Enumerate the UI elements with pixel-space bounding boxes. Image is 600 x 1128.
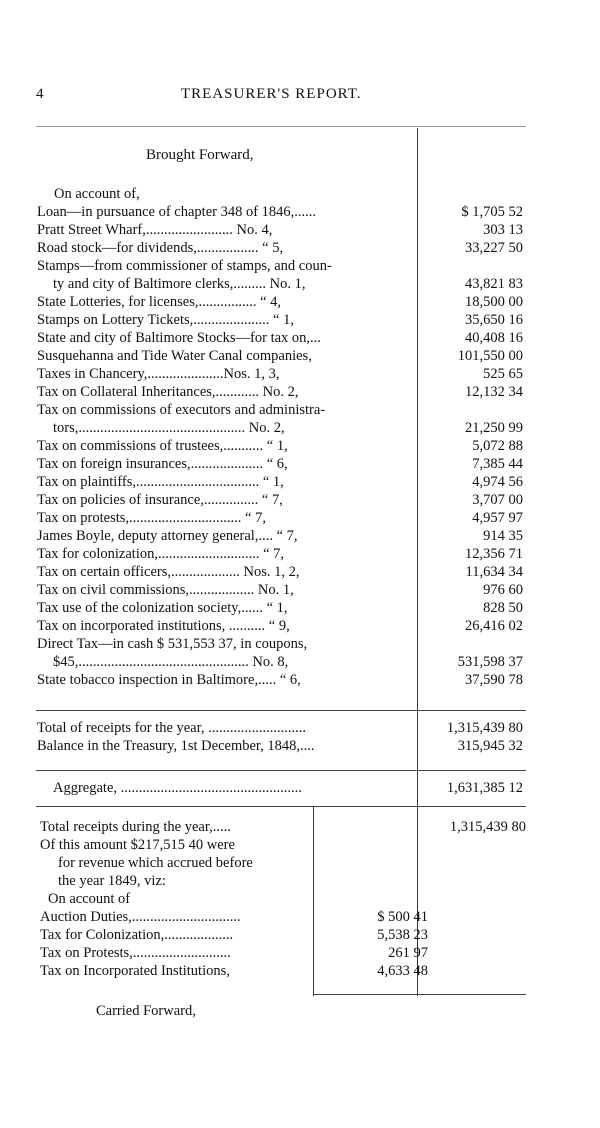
- row-amount: 43,821 83: [465, 276, 523, 292]
- row-label: Road stock—for dividends,................. “ 5,: [37, 240, 284, 256]
- row-label: Tax for colonization,............................ “ 7,: [37, 546, 285, 562]
- row-label: tors,.............................................. No. 2,: [53, 420, 285, 436]
- aggregate-top-rule: [36, 770, 526, 771]
- table-row: [37, 455, 525, 473]
- table-row: [37, 491, 525, 509]
- table-row: [37, 383, 525, 401]
- row-amount: 315,945 32: [457, 738, 523, 754]
- row-label: Auction Duties,..............................: [40, 909, 241, 925]
- row-label: Susquehanna and Tide Water Canal companies,: [37, 348, 312, 364]
- row-amount: 12,132 34: [465, 384, 523, 400]
- row-label: On account of: [48, 891, 131, 907]
- row-label: Tax on policies of insurance,............... “ 7,: [37, 492, 283, 508]
- row-amount: 1,315,439 80: [449, 819, 526, 835]
- table-row: [37, 473, 525, 491]
- table-row: [37, 437, 525, 455]
- row-label: Stamps—from commissioner of stamps, and coun-: [37, 258, 332, 274]
- row-label: Of this amount $217,515 40 were: [40, 837, 235, 853]
- row-label: Loan—in pursuance of chapter 348 of 1846,......: [37, 204, 317, 220]
- row-label: State tobacco inspection in Baltimore,..... “ 6,: [37, 672, 301, 688]
- aggregate-amount: 1,631,385 12: [446, 780, 523, 796]
- row-label: Total receipts during the year,.....: [40, 819, 231, 835]
- row-label: Tax on Protests,...........................: [40, 945, 231, 961]
- row-label: Taxes in Chancery,.....................Nos. 1, 3,: [37, 366, 280, 382]
- row-amount: 35,650 16: [465, 312, 523, 328]
- row-label: Balance in the Treasury, 1st December, 1848,....: [37, 738, 315, 754]
- row-label: Direct Tax—in cash $ 531,553 37, in coupons,: [37, 636, 308, 652]
- row-label: the year 1849, viz:: [58, 873, 166, 889]
- row-sub-amount: 5,538 23: [377, 927, 428, 943]
- table-row: [37, 635, 525, 653]
- table-row: [37, 581, 525, 599]
- row-sub-amount: 261 97: [388, 945, 428, 961]
- row-label: State and city of Baltimore Stocks—for tax on,...: [37, 330, 321, 346]
- row-label: Tax on incorporated institutions, .......... “ 9,: [37, 618, 290, 634]
- lower-total-rule: [313, 994, 526, 995]
- row-amount: 1,315,439 80: [446, 720, 523, 736]
- total-row: [37, 719, 525, 737]
- header-rule: [36, 126, 526, 127]
- row-amount: 101,550 00: [457, 348, 523, 364]
- row-amount: 4,974 56: [472, 474, 523, 490]
- row-amount: 303 13: [483, 222, 523, 238]
- row-sub-amount: 4,633 48: [377, 963, 428, 979]
- table-row: [37, 545, 525, 563]
- receipts-total-rule: [36, 710, 526, 711]
- row-amount: 40,408 16: [465, 330, 523, 346]
- page-number: 4: [36, 86, 45, 102]
- row-amount: $ 1,705 52: [461, 204, 523, 220]
- table-row: [37, 563, 525, 581]
- row-amount: 33,227 50: [465, 240, 523, 256]
- table-row: [37, 527, 525, 545]
- row-label: Tax on plaintiffs,.................................. “ 1,: [37, 474, 284, 490]
- page-title: TREASURER'S REPORT.: [181, 86, 362, 102]
- row-amount: 7,385 44: [472, 456, 523, 472]
- row-label: Tax use of the colonization society,...... “ 1,: [37, 600, 288, 616]
- on-account-of: On account of,: [54, 186, 140, 202]
- row-label: Total of receipts for the year, ...........................: [37, 720, 306, 736]
- row-amount: 5,072 88: [472, 438, 523, 454]
- table-row: [37, 311, 525, 329]
- table-row: [37, 293, 525, 311]
- row-label: Pratt Street Wharf,........................ No. 4,: [37, 222, 273, 238]
- row-amount: 828 50: [483, 600, 523, 616]
- row-amount: 4,957 97: [472, 510, 523, 526]
- row-label: Tax on commissions of executors and administra-: [37, 402, 326, 418]
- table-row: [37, 203, 525, 221]
- row-label: Tax on Collateral Inheritances,............ No. 2,: [37, 384, 299, 400]
- carried-forward: Carried Forward,: [96, 1003, 196, 1019]
- row-amount: 12,356 71: [465, 546, 523, 562]
- row-amount: 21,250 99: [465, 420, 523, 436]
- aggregate-row: [37, 779, 525, 797]
- table-row: [37, 671, 525, 689]
- row-label: Tax on protests,............................... “ 7,: [37, 510, 266, 526]
- row-label: ty and city of Baltimore clerks,......... No. 1,: [53, 276, 306, 292]
- table-row: [37, 347, 525, 365]
- table-row: [37, 653, 525, 671]
- table-row: [37, 599, 525, 617]
- row-label: Tax on foreign insurances,.................... “ 6,: [37, 456, 288, 472]
- aggregate-bottom-rule: [36, 806, 526, 807]
- row-amount: 914 35: [483, 528, 523, 544]
- table-row: [37, 329, 525, 347]
- row-label: $45,............................................... No. 8,: [53, 654, 289, 670]
- table-row: [37, 275, 525, 293]
- table-row: [37, 365, 525, 383]
- row-label: Stamps on Lottery Tickets,..................... “ 1,: [37, 312, 294, 328]
- row-label: Tax on Incorporated Institutions,: [40, 963, 230, 979]
- row-amount: 11,634 34: [465, 564, 523, 580]
- row-amount: 37,590 78: [465, 672, 523, 688]
- table-row: [37, 509, 525, 527]
- table-row: [37, 239, 525, 257]
- row-label: State Lotteries, for licenses,................ “ 4,: [37, 294, 282, 310]
- row-amount: 531,598 37: [457, 654, 523, 670]
- table-row: [37, 617, 525, 635]
- row-amount: 525 65: [483, 366, 523, 382]
- row-label: Tax on commissions of trustees,........... “ 1,: [37, 438, 288, 454]
- table-row: [37, 221, 525, 239]
- brought-forward: Brought Forward,: [146, 147, 254, 163]
- row-label: for revenue which accrued before: [58, 855, 253, 871]
- row-sub-amount: $ 500 41: [377, 909, 428, 925]
- table-row: [37, 257, 525, 275]
- row-label: Tax on civil commissions,.................. No. 1,: [37, 582, 294, 598]
- row-amount: 26,416 02: [465, 618, 523, 634]
- row-amount: 3,707 00: [472, 492, 523, 508]
- row-label: Tax for Colonization,...................: [40, 927, 234, 943]
- balance-row: [37, 737, 525, 755]
- aggregate-label: Aggregate, ..................................................: [53, 780, 302, 796]
- table-row: [37, 401, 525, 419]
- row-amount: 976 60: [483, 582, 523, 598]
- row-amount: 18,500 00: [465, 294, 523, 310]
- row-label: James Boyle, deputy attorney general,.... “ 7,: [37, 528, 298, 544]
- row-label: Tax on certain officers,................... Nos. 1, 2,: [37, 564, 300, 580]
- table-row: [37, 419, 525, 437]
